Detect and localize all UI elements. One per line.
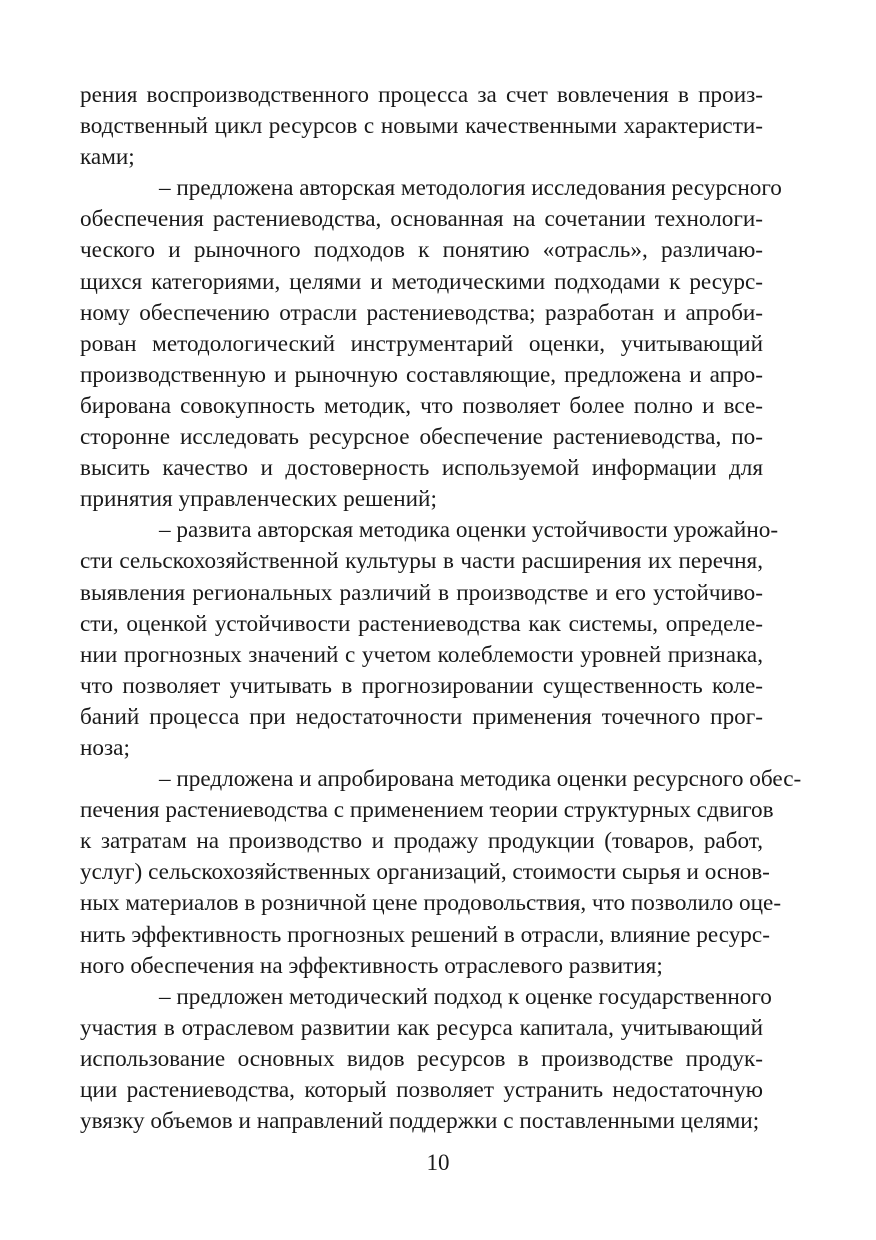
text-line: рован методологический инструментарий оценки, учитывающий [80,330,763,357]
text-line: – развита авторская методика оценки устойчивости урожайно- [159,517,779,544]
paragraph [80,764,802,982]
paragraph [80,982,772,1137]
text-line: участия в отраслевом развитии как ресурса капитала, учитывающий [80,1014,763,1041]
text-line: выявления региональных различий в производстве и его устойчиво- [80,579,763,606]
text-line: – предложена авторская методология исследования ресурсного [159,175,782,202]
text-line: принятия управленческих решений; [80,486,437,513]
text-line: производственную и рыночную составляющие, предложена и апро- [80,361,763,388]
text-line: ками; [80,144,135,171]
text-line: нии прогнозных значений с учетом колеблемости уровней признака, [80,641,763,668]
text-line: рения воспроизводственного процесса за счет вовлечения в произ- [80,82,763,108]
text-line: к затратам на производство и продажу продукции (товаров, работ, [80,828,763,855]
paragraph [80,515,779,764]
text-line: щихся категориями, целями и методическими подходами к ресурс- [80,268,763,295]
text-line: – предложен методический подход к оценке государственного [159,983,772,1010]
text-line: ноза; [80,734,130,761]
paragraph [80,80,763,173]
text-line: сти, оценкой устойчивости растениеводства как системы, определе- [80,610,763,637]
text-line: обеспечения растениеводства, основанная на сочетании технологи- [80,206,763,233]
text-line: что позволяет учитывать в прогнозировании существенность коле- [80,672,763,699]
text-line: печения растениеводства с применением теории структурных сдвигов [80,797,774,824]
text-line: высить качество и достоверность используемой информации для [80,455,763,482]
text-line: бирована совокупность методик, что позволяет более полно и все- [80,392,763,419]
page-number: 10 [426,1150,450,1175]
text-line: сторонне исследовать ресурсное обеспечение растениеводства, по- [80,424,763,451]
page-body [80,80,802,1137]
text-line: ному обеспечению отрасли растениеводства; разработан и апроби- [80,299,763,326]
text-line: ческого и рыночного подходов к понятию «отрасль», различаю- [80,237,763,264]
text-line: баний процесса при недостаточности применения точечного прог- [80,703,763,730]
text-line: – предложена и апробирована методика оценки ресурсного обес- [159,766,802,793]
text-line: ного обеспечения на эффективность отраслевого развития; [80,952,663,979]
text-line: водственный цикл ресурсов с новыми качественными характеристи- [80,113,763,140]
text-line: увязку объемов и направлений поддержки с поставленными целями; [80,1108,760,1135]
text-line: сти сельскохозяйственной культуры в части расширения их перечня, [80,548,763,575]
text-line: нить эффективность прогнозных решений в отрасли, влияние ресурс- [80,921,770,948]
text-line: ции растениеводства, который позволяет устранить недостаточную [80,1077,763,1103]
text-line: услуг) сельскохозяйственных организаций, стоимости сырья и основ- [80,859,770,886]
text-line: ных материалов в розничной цене продовольствия, что позволило оце- [80,890,782,917]
text-line: использование основных видов ресурсов в производстве продук- [80,1045,763,1072]
paragraph [80,173,782,515]
